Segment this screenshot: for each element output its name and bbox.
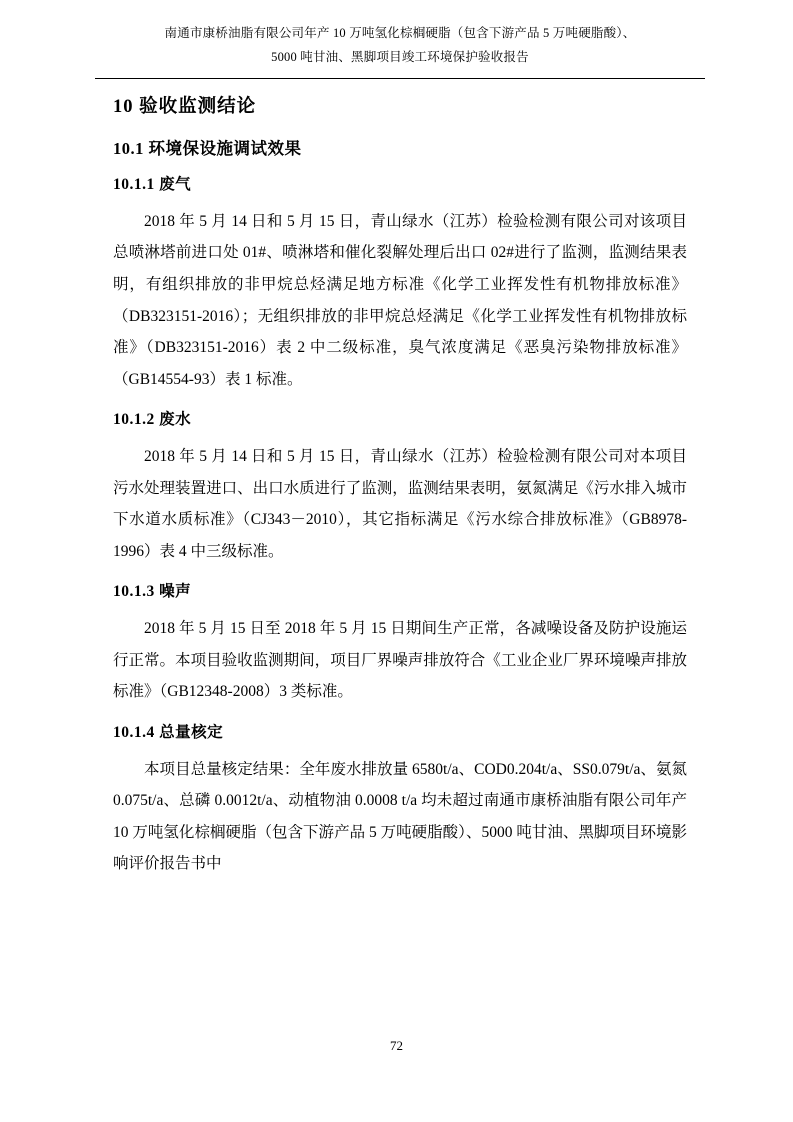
header-line-2: 5000 吨甘油、黑脚项目竣工环境保护验收报告 <box>271 49 529 64</box>
paragraph-total-quantity: 本项目总量核定结果：全年废水排放量 6580t/a、COD0.204t/a、SS0.079t/a、氨氮 0.075t/a、总磷 0.0012t/a、动植物油 0.0008 t/a 均未超过南通市康桥油脂有限公司年产 10 万吨氢化棕榈硬脂（包含下游产品 5 万吨硬脂酸）、5000 吨甘油、黑脚项目环境影响评价报告书中 <box>113 760 687 873</box>
heading-total-quantity: 10.1.4 总量核定 <box>113 723 224 741</box>
paragraph-noise: 2018 年 5 月 15 日至 2018 年 5 月 15 日期间生产正常，各减噪设备及防护设施运行正常。本项目验收监测期间，项目厂界噪声排放符合《工业企业厂界环境噪声排放标准》（GB12348-2008）3 类标准。 <box>113 620 687 701</box>
page-number: 72 <box>390 1038 403 1053</box>
document-body <box>113 95 687 882</box>
paragraph-waste-water: 2018 年 5 月 14 日和 5 月 15 日，青山绿水（江苏）检验检测有限公司对本项目污水处理装置进口、出口水质进行了监测，监测结果表明，氨氮满足《污水排入城市下水道水质标准》（CJ343－2010），其它指标满足《污水综合排放标准》（GB8978-1996）表 4 中三级标准。 <box>113 448 687 560</box>
heading-waste-water: 10.1.2 废水 <box>113 411 192 429</box>
header-divider <box>95 78 705 79</box>
paragraph-waste-gas: 2018 年 5 月 14 日和 5 月 15 日，青山绿水（江苏）检验检测有限公司对该项目总喷淋塔前进口处 01#、喷淋塔和催化裂解处理后出口 02#进行了监测，监测结果表明，有组织排放的非甲烷总烃满足地方标准《化学工业挥发性有机物排放标准》（DB323151-2016）；无组织排放的非甲烷总烃满足《化学工业挥发性有机物排放标准》（DB323151-2016）表 2 中二级标准，臭气浓度满足《恶臭污染物排放标准》（GB14554-93）表 1 标准。 <box>113 212 687 388</box>
section-title: 10 验收监测结论 <box>113 97 257 117</box>
header-line-1: 南通市康桥油脂有限公司年产 10 万吨氢化棕榈硬脂（包含下游产品 5 万吨硬脂酸）、 <box>164 26 636 40</box>
heading-waste-gas: 10.1.1 废气 <box>113 175 192 193</box>
heading-noise: 10.1.3 噪声 <box>113 583 192 601</box>
subsection-title: 10.1 环境保设施调试效果 <box>113 138 302 158</box>
page-header <box>95 22 705 70</box>
